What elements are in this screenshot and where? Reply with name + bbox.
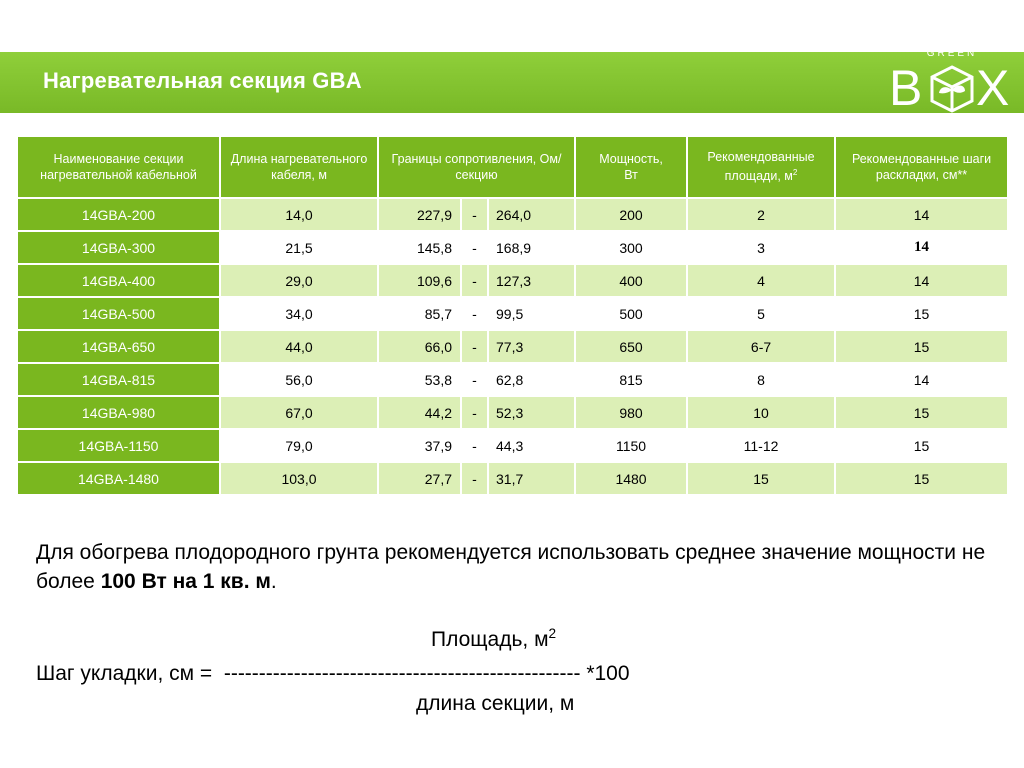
cell-name: 14GBA-1480 (17, 462, 220, 495)
cell-resistance-min: 85,7 (378, 297, 461, 330)
cell-name: 14GBA-650 (17, 330, 220, 363)
table-row (17, 462, 1008, 495)
formula-lhs-text: Шаг укладки, см = (36, 662, 213, 685)
logo-letter-b: B (889, 60, 923, 116)
cell-resistance-max: 77,3 (488, 330, 575, 363)
cell-power: 1150 (575, 429, 687, 462)
page-title: Нагревательная секция GBA (43, 68, 362, 93)
cell-power: 400 (575, 264, 687, 297)
cell-resistance-max: 44,3 (488, 429, 575, 462)
table-row (17, 330, 1008, 363)
formula-denominator: длина секции, м (416, 692, 575, 715)
cell-dash: - (461, 198, 488, 231)
cell-length: 29,0 (220, 264, 378, 297)
cell-dash: - (461, 297, 488, 330)
cell-power: 650 (575, 330, 687, 363)
cell-resistance-max: 264,0 (488, 198, 575, 231)
cell-resistance-min: 27,7 (378, 462, 461, 495)
table-row (17, 231, 1008, 264)
cell-step: 14 (835, 363, 1008, 396)
cell-step: 15 (835, 429, 1008, 462)
cell-name: 14GBA-300 (17, 231, 220, 264)
cell-dash: - (461, 462, 488, 495)
cell-resistance-max: 127,3 (488, 264, 575, 297)
cell-area: 6-7 (687, 330, 835, 363)
header-area-sup: 2 (792, 168, 798, 178)
cell-area: 4 (687, 264, 835, 297)
header-area-label: Рекомендованные площади, м (707, 150, 815, 184)
header-step: Рекомендованные шаги раскладки, см** (835, 136, 1008, 198)
cell-resistance-min: 44,2 (378, 396, 461, 429)
header-power-line2: Вт (624, 168, 638, 182)
cell-name: 14GBA-200 (17, 198, 220, 231)
cell-area: 8 (687, 363, 835, 396)
table-row (17, 429, 1008, 462)
header-resistance: Границы сопротивления, Ом/секцию (378, 136, 575, 198)
cell-resistance-min: 145,8 (378, 231, 461, 264)
cell-dash: - (461, 231, 488, 264)
formula-numerator-text: Площадь, м (431, 628, 549, 651)
cell-step: 14 (835, 198, 1008, 231)
note-bold-value: 100 Вт на 1 кв. м (100, 570, 271, 593)
formula-fraction-line: --------------------------------------------------- *100 (223, 662, 630, 685)
logo-top-text: GREEN (926, 48, 978, 59)
cell-resistance-min: 227,9 (378, 198, 461, 231)
cell-name: 14GBA-980 (17, 396, 220, 429)
note-text-after: . (270, 570, 277, 593)
formula-lhs (36, 662, 630, 686)
cell-power: 980 (575, 396, 687, 429)
cell-power: 500 (575, 297, 687, 330)
cell-length: 34,0 (220, 297, 378, 330)
table-row (17, 198, 1008, 231)
header-name: Наименование секции нагревательной кабельной (17, 136, 220, 198)
cell-length: 56,0 (220, 363, 378, 396)
heating-sections-table (16, 135, 1009, 496)
cell-step: 15 (835, 462, 1008, 495)
cell-resistance-min: 109,6 (378, 264, 461, 297)
cell-name: 14GBA-1150 (17, 429, 220, 462)
cell-length: 44,0 (220, 330, 378, 363)
cell-resistance-min: 37,9 (378, 429, 461, 462)
cell-resistance-max: 31,7 (488, 462, 575, 495)
cell-power: 1480 (575, 462, 687, 495)
cell-dash: - (461, 264, 488, 297)
formula-numerator-sup: 2 (548, 626, 557, 641)
cell-area: 11-12 (687, 429, 835, 462)
cell-step: 15 (835, 396, 1008, 429)
header-length: Длина нагревательного кабеля, м (220, 136, 378, 198)
green-box-agro-logo (886, 43, 1016, 125)
cell-name: 14GBA-815 (17, 363, 220, 396)
cell-step: 14 (835, 231, 1008, 264)
cell-name: 14GBA-400 (17, 264, 220, 297)
cell-resistance-max: 168,9 (488, 231, 575, 264)
cell-dash: - (461, 330, 488, 363)
cell-dash: - (461, 363, 488, 396)
cell-power: 200 (575, 198, 687, 231)
cell-resistance-min: 53,8 (378, 363, 461, 396)
cell-step: 15 (835, 330, 1008, 363)
table-row (17, 297, 1008, 330)
cell-area: 10 (687, 396, 835, 429)
logo-bottom-text: AGRO (931, 114, 973, 125)
cell-dash: - (461, 429, 488, 462)
cell-area: 2 (687, 198, 835, 231)
cell-area: 5 (687, 297, 835, 330)
cell-area: 3 (687, 231, 835, 264)
cell-step: 14 (835, 264, 1008, 297)
table-row (17, 264, 1008, 297)
formula-numerator (431, 626, 556, 652)
title-banner (0, 52, 1024, 113)
cell-name: 14GBA-500 (17, 297, 220, 330)
table-row (17, 396, 1008, 429)
cell-resistance-max: 99,5 (488, 297, 575, 330)
box-icon (932, 67, 972, 111)
cell-area: 15 (687, 462, 835, 495)
header-power-line1: Мощность, (599, 152, 663, 166)
cell-length: 103,0 (220, 462, 378, 495)
recommendation-note (36, 538, 996, 596)
cell-resistance-max: 62,8 (488, 363, 575, 396)
cell-resistance-min: 66,0 (378, 330, 461, 363)
header-area (687, 136, 835, 198)
logo-letter-x: X (976, 60, 1010, 116)
header-power (575, 136, 687, 198)
note-text-before: Для обогрева плодородного грунта рекомендуется использовать среднее значение мощности не более (36, 541, 986, 593)
cell-length: 14,0 (220, 198, 378, 231)
cell-dash: - (461, 396, 488, 429)
cell-resistance-max: 52,3 (488, 396, 575, 429)
cell-length: 79,0 (220, 429, 378, 462)
cell-length: 67,0 (220, 396, 378, 429)
table-header-row (17, 136, 1008, 198)
cell-power: 815 (575, 363, 687, 396)
cell-length: 21,5 (220, 231, 378, 264)
cell-step: 15 (835, 297, 1008, 330)
cell-power: 300 (575, 231, 687, 264)
table-row (17, 363, 1008, 396)
